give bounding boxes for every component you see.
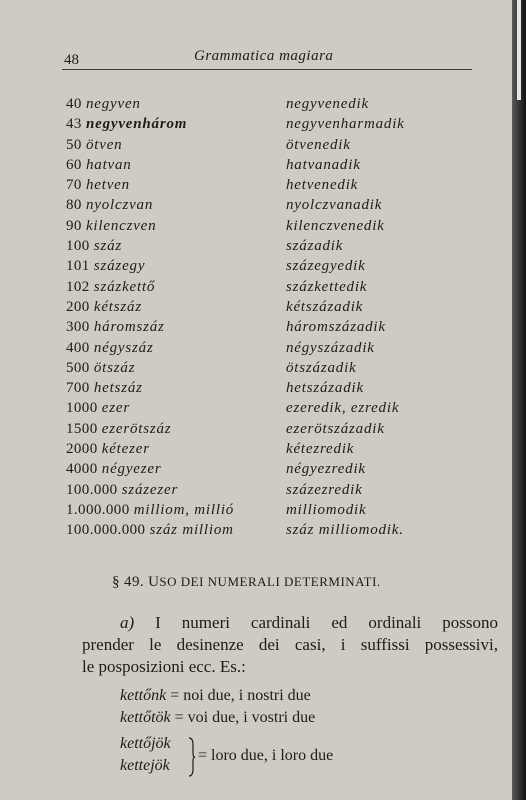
- cardinal-word: hatvan: [85, 156, 132, 173]
- numeral-row: [66, 114, 466, 134]
- example-list: [120, 685, 315, 729]
- numeral-left-cell: [66, 480, 178, 500]
- numeral-row: [66, 500, 466, 520]
- numeral-row: [66, 398, 466, 418]
- numeral-figure: 40: [66, 96, 82, 112]
- cardinal-word: száz: [93, 238, 123, 255]
- numeral-left-cell: [66, 175, 130, 195]
- cardinal-word: ötven: [85, 136, 123, 153]
- numeral-left-cell: [66, 520, 234, 540]
- cardinal-word: milliom, millió: [133, 501, 235, 518]
- running-title: Grammatica magiara: [194, 48, 334, 64]
- numeral-figure: 1000: [66, 400, 98, 417]
- numeral-left-cell: [66, 155, 132, 175]
- numeral-figure: 400: [66, 339, 90, 356]
- example-gloss: = voi due, i vostri due: [174, 709, 316, 726]
- ordinal-word: ezerötszázadik: [286, 420, 385, 437]
- numeral-left-cell: [66, 297, 142, 317]
- paragraph-line-1: [82, 612, 498, 634]
- paragraph-line-3: le posposizioni ecc. Es.:: [82, 657, 246, 676]
- ordinal-word: milliomodik: [286, 501, 367, 518]
- cardinal-word: kétezer: [101, 441, 150, 458]
- numeral-figure: 50: [66, 136, 82, 153]
- numeral-figure: 101: [66, 258, 90, 275]
- paragraph-text-1: I numeri cardinali ed ordinali possono: [155, 613, 498, 632]
- ordinal-word: ötvenedik: [286, 136, 351, 153]
- cardinal-word: negyvenhárom: [85, 116, 188, 133]
- ordinal-word: ötszázadik: [286, 359, 357, 376]
- numeral-left-cell: [66, 114, 187, 134]
- section-heading-initial: U: [148, 574, 160, 590]
- cardinal-word: háromszáz: [93, 319, 165, 336]
- numeral-row: [66, 338, 466, 358]
- page-spine-strip: [517, 0, 521, 100]
- ordinal-word: negyvenharmadik: [286, 116, 405, 133]
- numeral-row: [66, 459, 466, 479]
- ordinal-word: kétezredik: [286, 441, 355, 458]
- grouped-gloss: = loro due, i loro due: [198, 747, 334, 764]
- cardinal-word: hetszáz: [93, 380, 143, 397]
- cardinal-word: százezer: [121, 481, 179, 498]
- grouped-example: [120, 734, 480, 782]
- numeral-row: [66, 94, 466, 114]
- numeral-figure: 1.000.000: [66, 501, 130, 518]
- section-heading-rest: SO DEI NUMERALI DETERMINATI.: [159, 574, 381, 589]
- ordinal-word: négyszázadik: [286, 339, 375, 356]
- section-heading: [112, 574, 381, 591]
- cardinal-word: száz milliom: [149, 522, 234, 539]
- numeral-left-cell: [66, 135, 122, 155]
- ordinal-word: kétszázadik: [286, 298, 364, 315]
- cardinal-word: négyszáz: [93, 339, 154, 356]
- example-row: [120, 707, 315, 729]
- numeral-figure: 100.000.000: [66, 522, 146, 539]
- numeral-row: [66, 419, 466, 439]
- numeral-left-cell: [66, 195, 153, 215]
- ordinal-word: százkettedik: [286, 278, 368, 295]
- ordinal-word: negyvenedik: [286, 96, 369, 112]
- numeral-row: [66, 195, 466, 215]
- numeral-figure: 100: [66, 238, 90, 255]
- numeral-left-cell: [66, 378, 143, 398]
- numeral-figure: 4000: [66, 461, 98, 478]
- numeral-left-cell: [66, 317, 165, 337]
- example-gloss: = noi due, i nostri due: [170, 687, 311, 704]
- cardinal-word: ezer: [101, 400, 130, 417]
- numeral-left-cell: [66, 236, 122, 256]
- numeral-figure: 43: [66, 116, 82, 133]
- numeral-figure: 100.000: [66, 481, 118, 498]
- cardinal-word: kilenczven: [85, 217, 157, 234]
- cardinal-word: nyolczvan: [85, 197, 154, 214]
- numeral-left-cell: [66, 398, 130, 418]
- numeral-figure: 2000: [66, 441, 98, 458]
- numeral-row: [66, 236, 466, 256]
- numeral-left-cell: [66, 358, 135, 378]
- cardinal-word: negyven: [85, 96, 141, 112]
- numeral-figure: 60: [66, 156, 82, 173]
- ordinal-word: négyezredik: [286, 461, 366, 478]
- numeral-figure: 500: [66, 359, 90, 376]
- ordinal-word: századik: [286, 238, 344, 255]
- numeral-row: [66, 135, 466, 155]
- cardinal-word: ötszáz: [93, 359, 136, 376]
- cardinal-word: kétszáz: [93, 298, 142, 315]
- ordinal-word: hatvanadik: [286, 156, 361, 173]
- grouped-term-1: kettőjök: [120, 735, 171, 752]
- numeral-row: [66, 480, 466, 500]
- numeral-left-cell: [66, 459, 161, 479]
- numeral-figure: 80: [66, 197, 82, 214]
- example-term: kettőnk: [120, 687, 167, 704]
- ordinal-word: kilenczvenedik: [286, 217, 385, 234]
- numeral-figure: 1500: [66, 420, 98, 437]
- cardinal-word: hetven: [85, 177, 130, 194]
- cardinal-word: ezerötszáz: [101, 420, 172, 437]
- ordinal-word: százezredik: [286, 481, 363, 498]
- numeral-row: [66, 155, 466, 175]
- numeral-row: [66, 277, 466, 297]
- numeral-row: [66, 256, 466, 276]
- header-rule: [62, 69, 472, 70]
- ordinal-word: hetvenedik: [286, 177, 359, 194]
- right-brace-icon: [188, 737, 196, 777]
- ordinal-word: százegyedik: [286, 258, 366, 275]
- numeral-figure: 200: [66, 298, 90, 315]
- ordinal-word: hetszázadik: [286, 380, 364, 397]
- paragraph-line-2: prender le desinenze dei casi, i suffissi possessivi,: [82, 635, 498, 654]
- numeral-left-cell: [66, 338, 154, 358]
- cardinal-word: százegy: [93, 258, 146, 275]
- grouped-term-2: kettejök: [120, 757, 170, 774]
- page-edge: [512, 0, 526, 800]
- numeral-row: [66, 216, 466, 236]
- numeral-row: [66, 358, 466, 378]
- section-mark: § 49.: [112, 574, 144, 590]
- numeral-figure: 300: [66, 319, 90, 336]
- numeral-figure: 700: [66, 380, 90, 397]
- ordinal-word: háromszázadik: [286, 319, 386, 336]
- numeral-row: [66, 439, 466, 459]
- numeral-left-cell: [66, 94, 141, 114]
- ordinal-word: száz milliomodik.: [286, 522, 404, 539]
- numeral-left-cell: [66, 439, 150, 459]
- numeral-row: [66, 175, 466, 195]
- numeral-left-cell: [66, 216, 156, 236]
- numeral-figure: 102: [66, 278, 90, 295]
- ordinal-word: ezeredik, ezredik: [286, 400, 400, 417]
- numeral-left-cell: [66, 419, 171, 439]
- example-row: [120, 685, 315, 707]
- cardinal-word: négyezer: [101, 461, 162, 478]
- numeral-left-cell: [66, 256, 145, 276]
- cardinal-word: százkettő: [93, 278, 156, 295]
- numeral-row: [66, 378, 466, 398]
- numeral-figure: 90: [66, 217, 82, 234]
- example-term: kettőtök: [120, 709, 171, 726]
- numeral-table: [66, 94, 466, 541]
- numeral-figure: 70: [66, 177, 82, 194]
- numeral-row: [66, 297, 466, 317]
- ordinal-word: nyolczvanadik: [286, 197, 383, 214]
- page-number: 48: [64, 52, 79, 68]
- numeral-left-cell: [66, 500, 234, 520]
- paragraph-label: a): [120, 613, 135, 632]
- paragraph-a: [82, 612, 498, 678]
- numeral-row: [66, 317, 466, 337]
- numeral-left-cell: [66, 277, 155, 297]
- numeral-row: [66, 520, 466, 540]
